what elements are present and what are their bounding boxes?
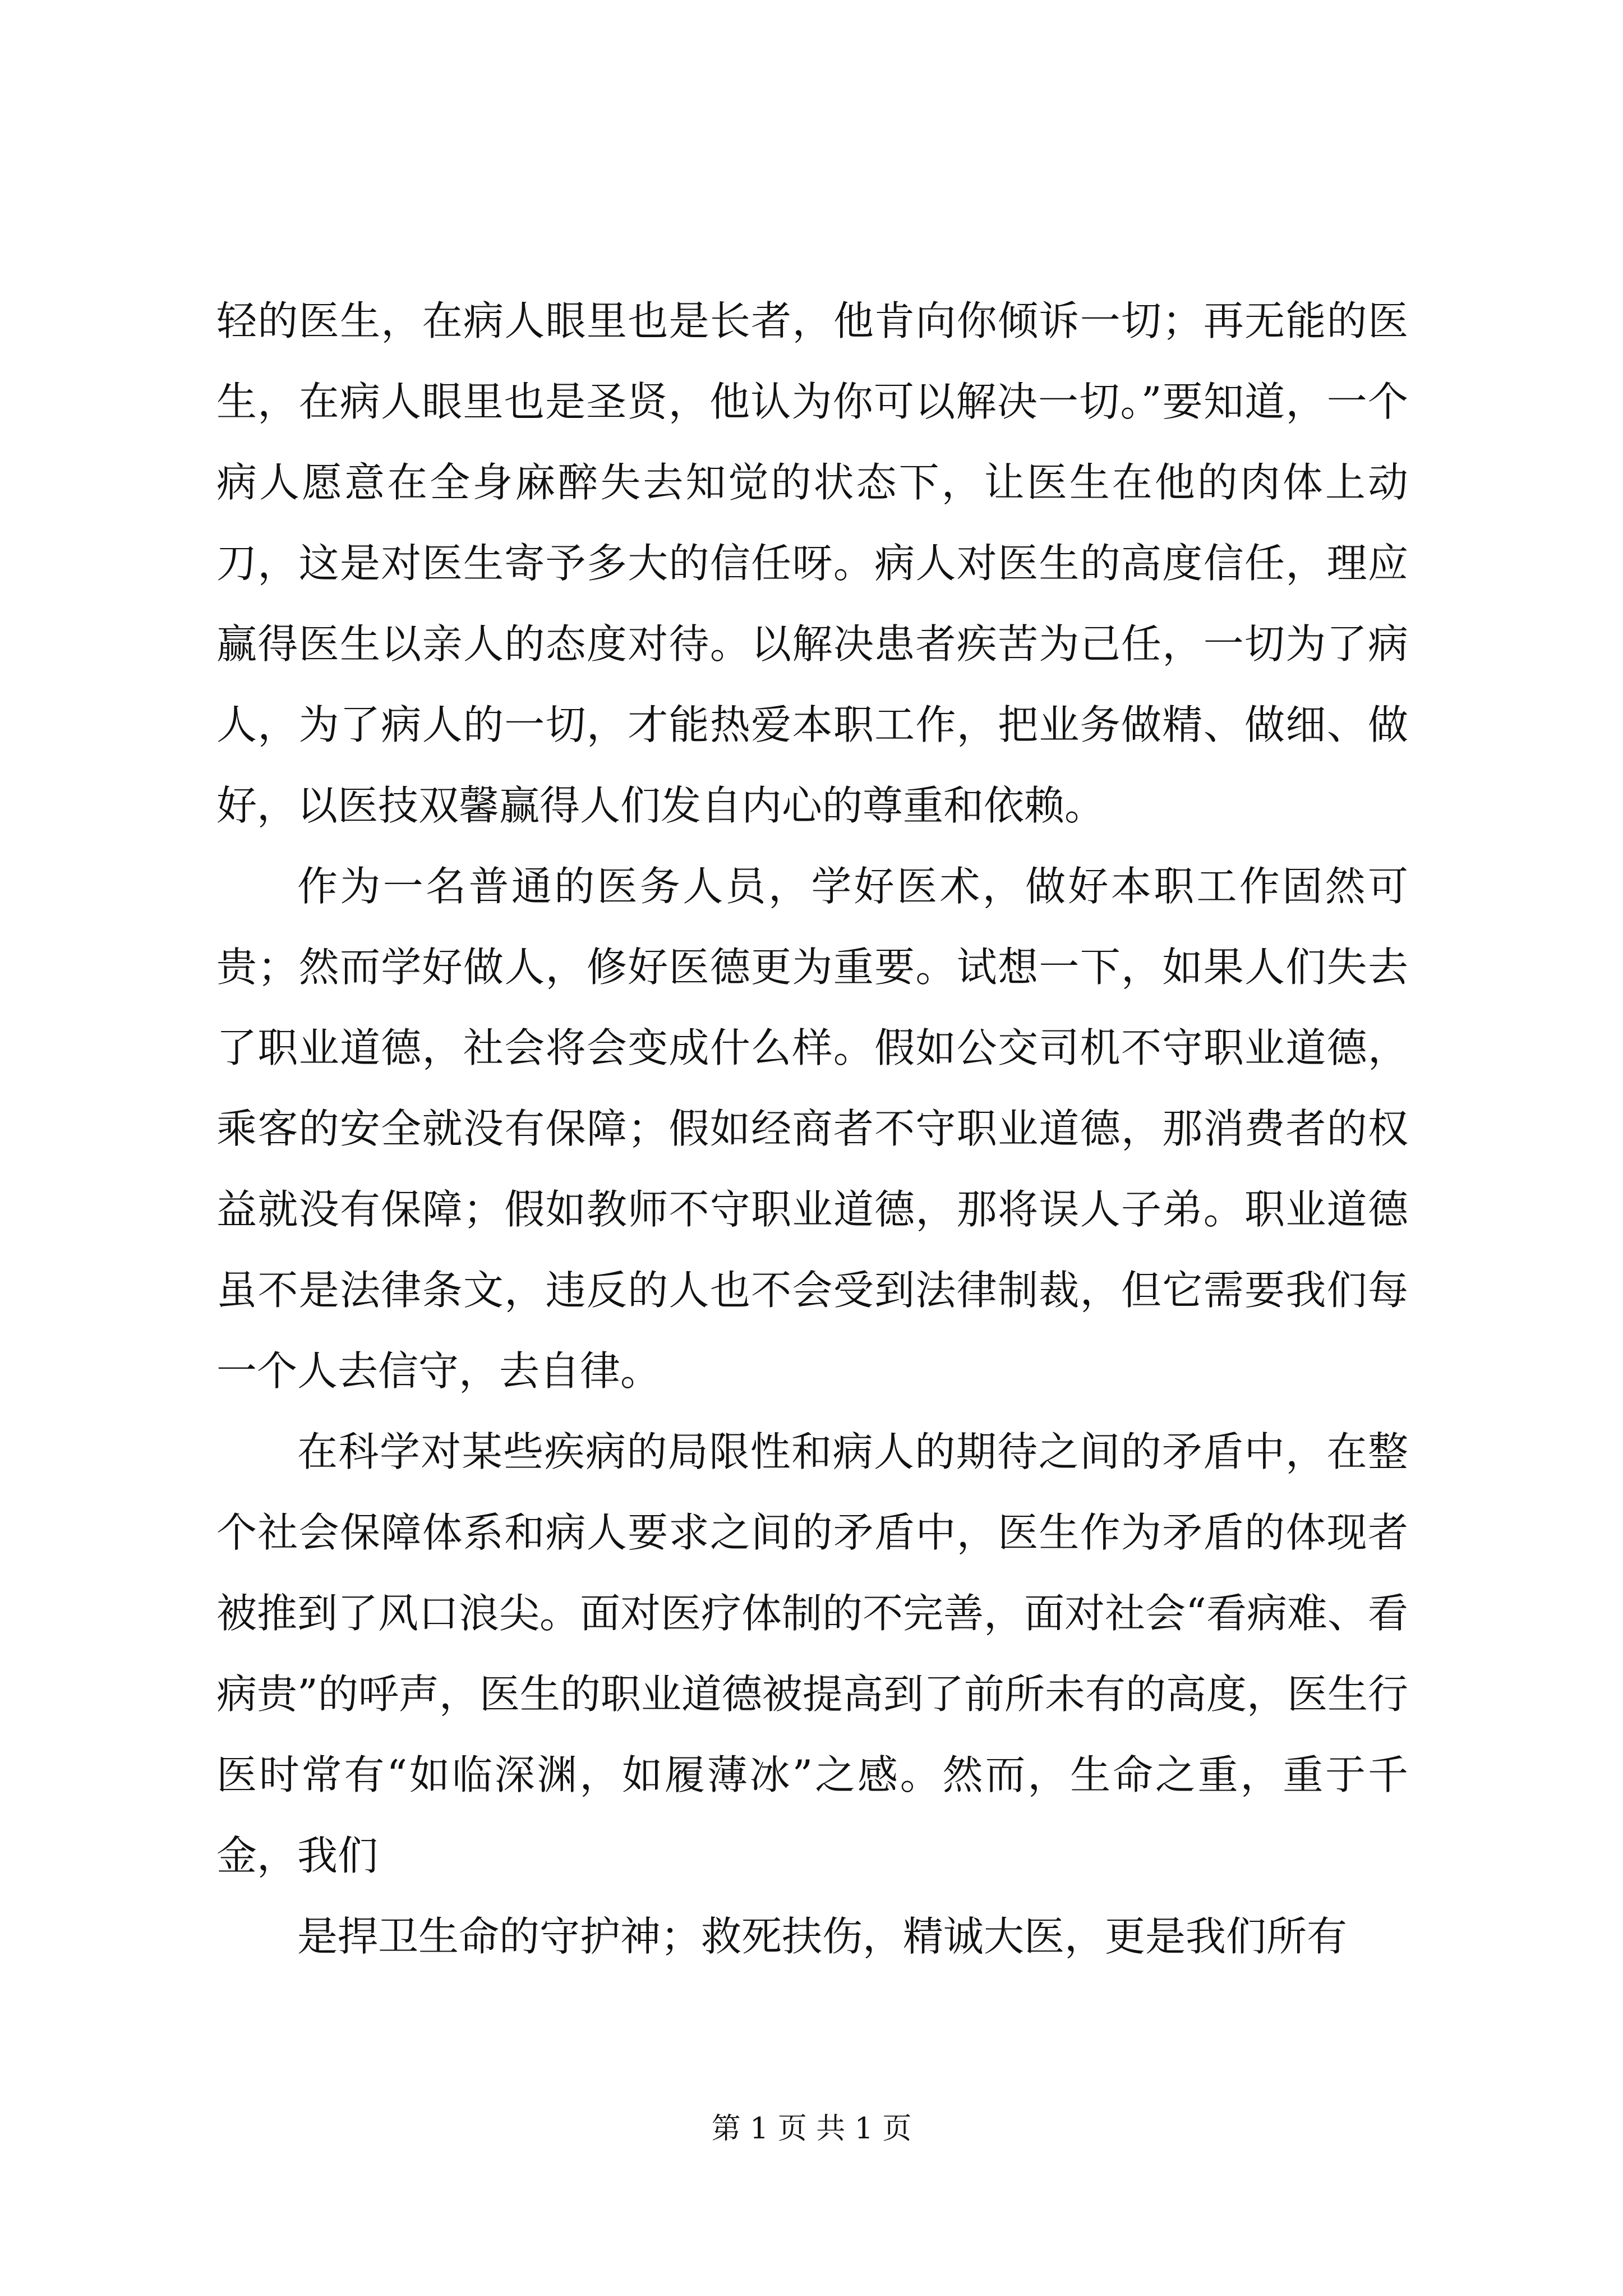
body-text [216, 280, 1408, 1977]
paragraph-continued: 轻的医生，在病人眼里也是长者，他肯向你倾诉一切；再无能的医生，在病人眼里也是圣贤，他认为你可以解决一切。”要知道，一个病人愿意在全身麻醉失去知觉的状态下，让医生在他的肉体上动刀，这是对医生寄予多大的信任呀。病人对医生的高度信任，理应赢得医生以亲人的态度对待。以解决患者疾苦为己任，一切为了病人，为了病人的一切，才能热爱本职工作，把业务做精、做细、做好，以医技双馨赢得人们发自内心的尊重和依赖。 [216, 297, 1408, 829]
paragraph: 在科学对某些疾病的局限性和病人的期待之间的矛盾中，在整个社会保障体系和病人要求之间的矛盾中，医生作为矛盾的体现者被推到了风口浪尖。面对医疗体制的不完善，面对社会“看病难、看病贵”的呼声，医生的职业道德被提高到了前所未有的高度，医生行医时常有“如临深渊，如履薄冰”之感。然而，生命之重，重于千金，我们 [216, 1428, 1408, 1879]
paragraph: 是捍卫生命的守护神；救死扶伤，精诚大医，更是我们所有 [297, 1913, 1348, 1960]
page-number-footer: 第 1 页 共 1 页 [711, 2112, 912, 2146]
paragraph: 作为一名普通的医务人员，学好医术，做好本职工作固然可贵；然而学好做人，修好医德更为重要。试想一下，如果人们失去了职业道德，社会将会变成什么样。假如公交司机不守职业道德，乘客的安全就没有保障；假如经商者不守职业道德，那消费者的权益就没有保障；假如教师不守职业道德，那将误人子弟。职业道德虽不是法律条文，违反的人也不会受到法律制裁，但它需要我们每一个人去信守，去自律。 [216, 863, 1408, 1395]
